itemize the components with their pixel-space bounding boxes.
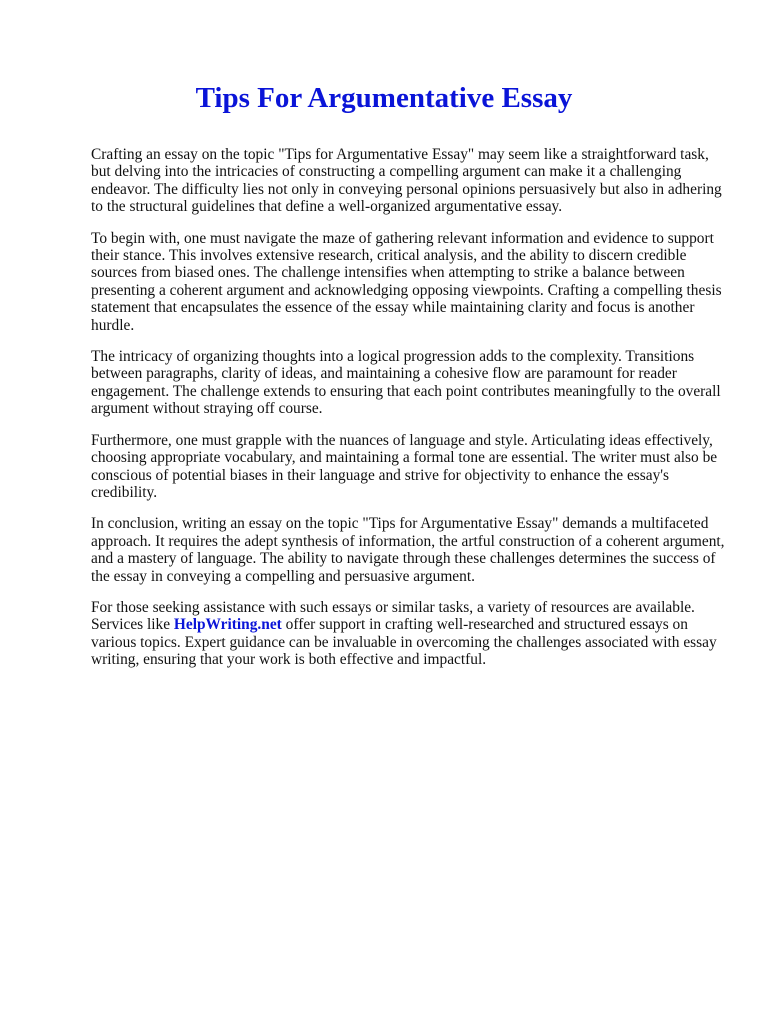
paragraph-resources	[91, 599, 731, 669]
resources-text-after-link: offer support in crafting well-researched and structured essays on various topics. Expert guidance can be invaluable in overcoming the challenges associated with essay writing, ensuring that your work is both effective and impactful.	[91, 616, 717, 669]
paragraph-research: To begin with, one must navigate the maze of gathering relevant information and evidence to support their stance. This involves extensive research, critical analysis, and the ability to discern credible sources from biased ones. The challenge intensifies when attempting to strike a balance between presenting a coherent argument and acknowledging opposing viewpoints. Crafting a compelling thesis statement that encapsulates the essence of the essay while maintaining clarity and focus is another hurdle.	[91, 229, 722, 334]
paragraph-intro: Crafting an essay on the topic "Tips for Argumentative Essay" may seem like a straightforward task, but delving into the intricacies of constructing a compelling argument can make it a challenging endeavor. The difficulty lies not only in conveying personal opinions persuasively but also in adhering to the structural guidelines that define a well-organized argumentative essay.	[91, 146, 722, 216]
helpwriting-link[interactable]: HelpWriting.net	[173, 616, 282, 634]
paragraph-conclusion: In conclusion, writing an essay on the topic "Tips for Argumentative Essay" demands a multifaceted approach. It requires the adept synthesis of information, the artful construction of a coherent argument, and a mastery of language. The ability to navigate through these challenges determines the success of the essay in conveying a compelling and persuasive argument.	[91, 515, 725, 585]
essay-body	[91, 146, 731, 683]
paragraph-language: Furthermore, one must grapple with the nuances of language and style. Articulating ideas effectively, choosing appropriate vocabulary, and maintaining a formal tone are essential. The writer must also be conscious of potential biases in their language and strive for objectivity to enhance the essay's credibility.	[91, 431, 718, 501]
page-title: Tips For Argumentative Essay	[195, 82, 573, 114]
resources-text-before-link: For those seeking assistance with such essays or similar tasks, a variety of resources are available. Services like	[91, 598, 695, 634]
paragraph-organization: The intricacy of organizing thoughts into a logical progression adds to the complexity. Transitions between paragraphs, clarity of ideas, and maintaining a cohesive flow are paramount for reader engagement. The challenge extends to ensuring that each point contributes meaningfully to the overall argument without straying off course.	[91, 348, 721, 418]
